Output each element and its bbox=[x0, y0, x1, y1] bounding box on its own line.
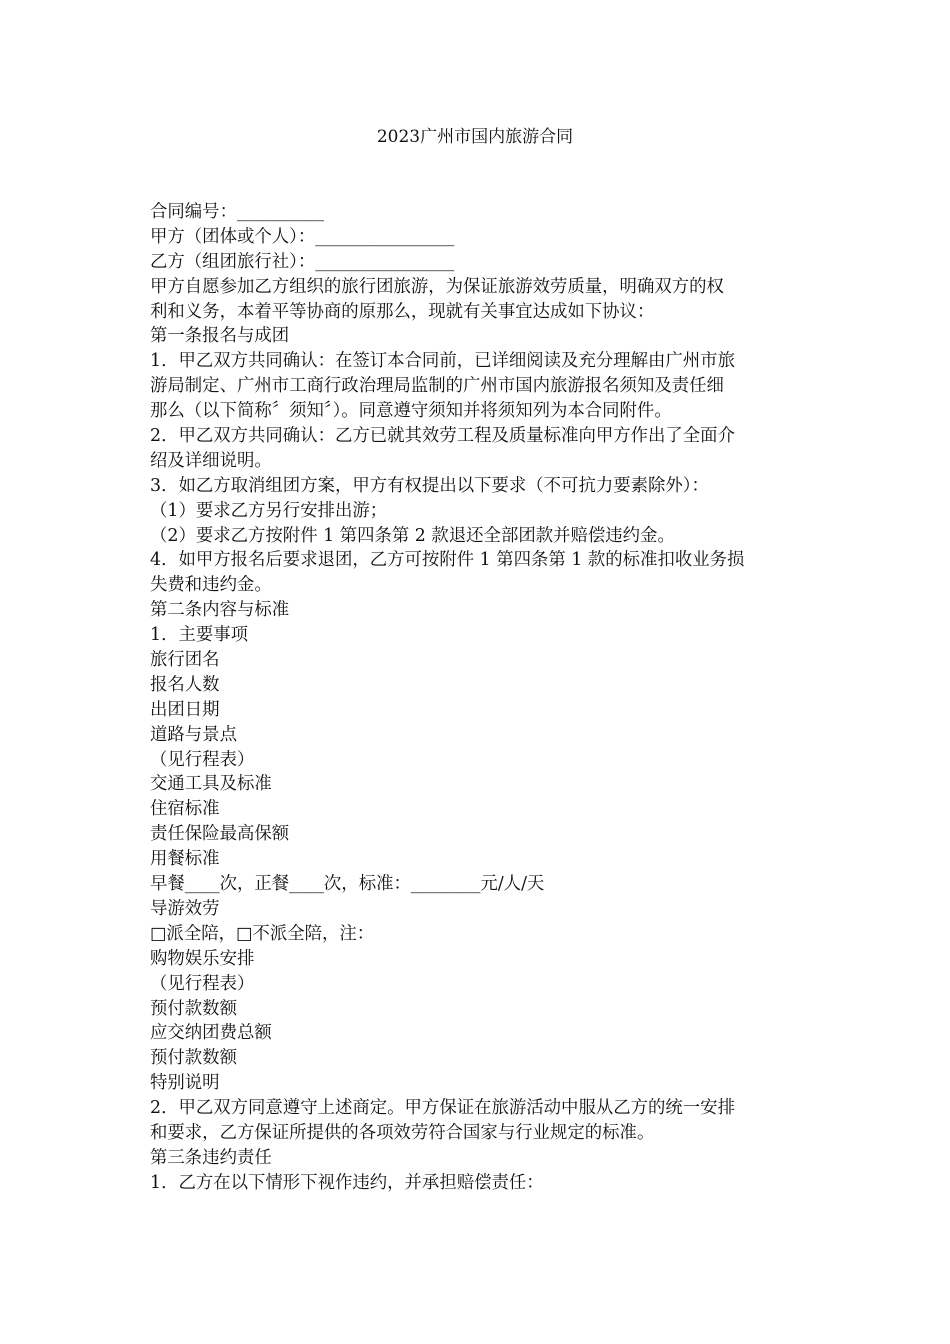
paragraph-line: 1．甲乙双方共同确认：在签订本合同前，已详细阅读及充分理解由广州市旅 bbox=[150, 351, 735, 372]
list-item: 报名人数 bbox=[150, 674, 220, 695]
paragraph-line: 2．甲乙双方共同确认：乙方已就其效劳工程及质量标准向甲方作出了全面介 bbox=[150, 426, 735, 447]
paragraph-line: （1）要求乙方另行安排出游； bbox=[150, 500, 388, 521]
list-item: 应交纳团费总额 bbox=[150, 1023, 272, 1044]
contract-number-line: 合同编号：__________ bbox=[150, 202, 324, 222]
list-item: 旅行团名 bbox=[150, 650, 220, 671]
party-a-line: 甲方（团体或个人）：________________ bbox=[150, 226, 455, 247]
paragraph-line: 游局制定、广州市工商行政治理局监制的广州市国内旅游报名须知及责任细 bbox=[150, 376, 724, 397]
paragraph-line: 绍及详细说明。 bbox=[150, 450, 272, 471]
paragraph-line: 那么（以下简称〞须知〞）。同意遵守须知并将须知列为本合同附件。 bbox=[150, 401, 672, 422]
list-item: （见行程表） bbox=[150, 749, 255, 770]
list-item: （见行程表） bbox=[150, 973, 255, 994]
paragraph-line: 1．乙方在以下情形下视作违约，并承担赔偿责任： bbox=[150, 1172, 544, 1193]
paragraph-line: 和要求，乙方保证所提供的各项效劳符合国家与行业规定的标准。 bbox=[150, 1122, 655, 1143]
list-item: 预付款数额 bbox=[150, 998, 237, 1019]
paragraph-line: 利和义务，本着平等协商的原那么，现就有关事宜达成如下协议： bbox=[150, 301, 655, 322]
paragraph-line: 3．如乙方取消组团方案，甲方有权提出以下要求（不可抗力要素除外）： bbox=[150, 475, 709, 496]
list-item: 交通工具及标准 bbox=[150, 774, 272, 795]
list-item: 导游效劳 bbox=[150, 898, 220, 919]
section-heading: 第三条违约责任 bbox=[150, 1147, 272, 1168]
paragraph-line: 1．主要事项 bbox=[150, 625, 249, 646]
list-item: 责任保险最高保额 bbox=[150, 824, 290, 845]
section-heading: 第一条报名与成团 bbox=[150, 326, 290, 347]
list-item: 用餐标准 bbox=[150, 849, 220, 870]
paragraph-line: 2．甲乙双方同意遵守上述商定。甲方保证在旅游活动中服从乙方的统一安排 bbox=[150, 1098, 735, 1119]
list-item: 预付款数额 bbox=[150, 1048, 237, 1069]
document-body bbox=[150, 200, 800, 1196]
party-b-line: 乙方（组团旅行社）：________________ bbox=[150, 251, 455, 272]
list-item: 特别说明 bbox=[150, 1073, 220, 1094]
paragraph-line: （2）要求乙方按附件 1 第四条第 2 款退还全部团款并赔偿违约金。 bbox=[150, 525, 675, 546]
paragraph-line: 4．如甲方报名后要求退团，乙方可按附件 1 第四条第 1 款的标准扣收业务损 bbox=[150, 550, 745, 571]
document-title: 2023广州市国内旅游合同 bbox=[376, 127, 574, 147]
paragraph-line: 甲方自愿参加乙方组织的旅行团旅游，为保证旅游效劳质量，明确双方的权 bbox=[150, 276, 724, 297]
list-item: 住宿标准 bbox=[150, 799, 220, 820]
meal-standard-line: 早餐____次，正餐____次，标准：________元/人/天 bbox=[150, 874, 545, 895]
guide-option-line: □派全陪，□不派全陪，注： bbox=[150, 923, 375, 944]
list-item: 道路与景点 bbox=[150, 724, 237, 745]
section-heading: 第二条内容与标准 bbox=[150, 600, 290, 621]
paragraph-line: 失费和违约金。 bbox=[150, 575, 272, 596]
list-item: 购物娱乐安排 bbox=[150, 948, 255, 969]
list-item: 出团日期 bbox=[150, 699, 220, 720]
